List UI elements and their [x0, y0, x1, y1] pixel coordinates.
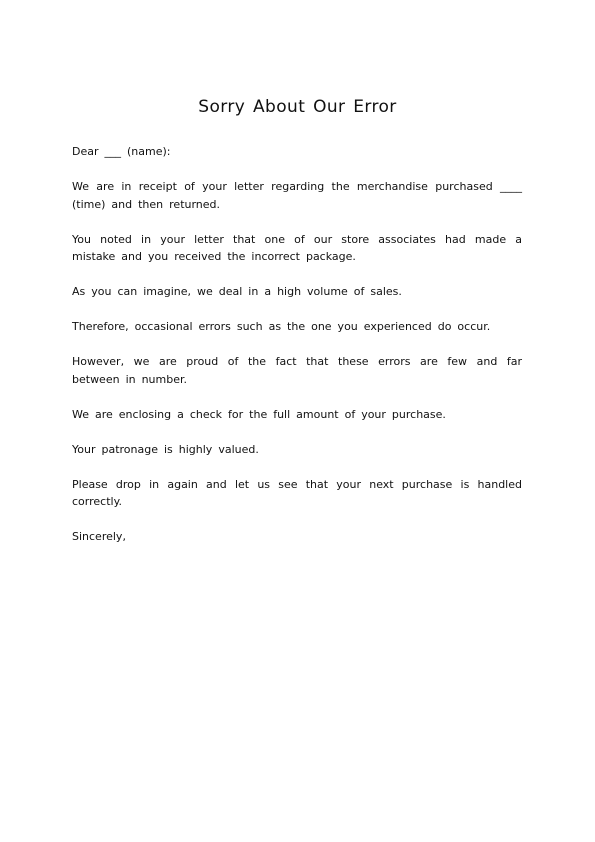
paragraph: We are enclosing a check for the full amount of your purchase.	[72, 407, 446, 421]
paragraph: As you can imagine, we deal in a high volume of sales.	[72, 285, 402, 298]
salutation: Dear ___ (name):	[72, 145, 171, 158]
paragraph: Therefore, occasional errors such as the one you experienced do occur.	[72, 320, 491, 333]
closing: Sincerely,	[72, 530, 126, 543]
paragraph: Your patronage is highly valued.	[72, 442, 259, 456]
paragraph: However, we are proud of the fact that these errors are few and far between in number.	[72, 355, 522, 386]
paragraph: You noted in your letter that one of our store associates had made a mistake and you received the incorrect package.	[72, 232, 522, 263]
paragraph: We are in receipt of your letter regarding the merchandise purchased ____ (time) and then returned.	[72, 180, 522, 211]
letter-title: Sorry About Our Error	[198, 97, 397, 117]
paragraph: Please drop in again and let us see that your next purchase is handled correctly.	[72, 477, 522, 508]
letter-body	[72, 143, 522, 563]
